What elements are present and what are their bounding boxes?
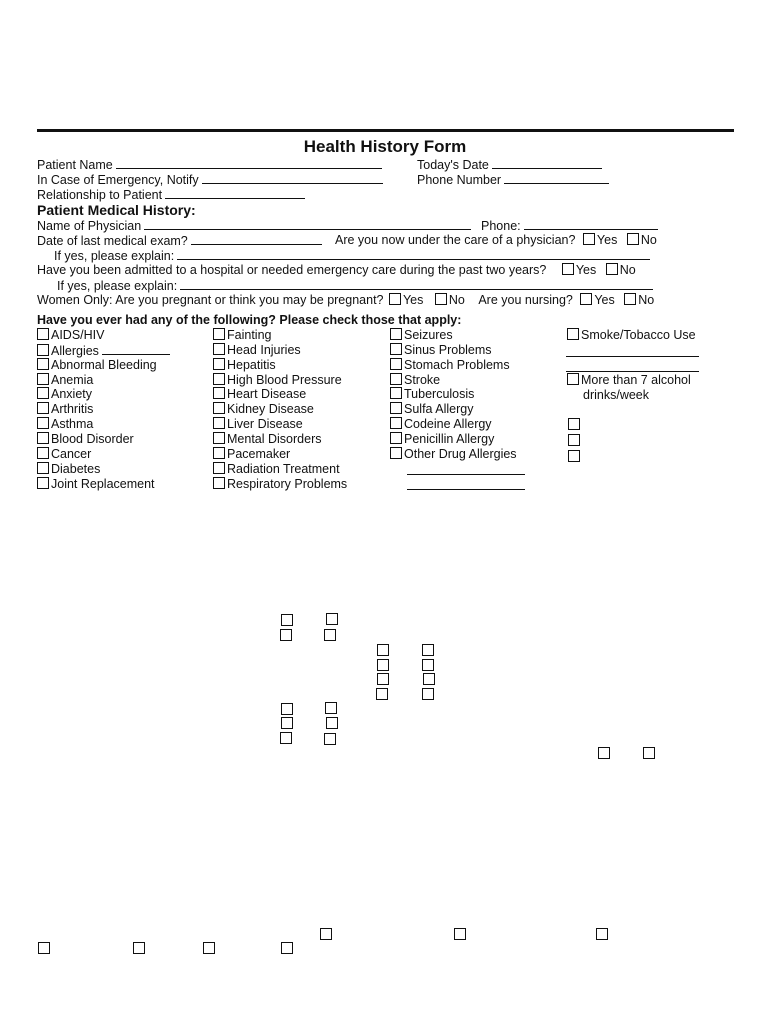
nursing-no-checkbox[interactable] <box>624 293 636 305</box>
condition-label: Pacemaker <box>227 446 291 461</box>
condition-label: Head Injuries <box>227 342 301 357</box>
admitted-yes-checkbox[interactable] <box>562 263 574 275</box>
condition-item-anxiety <box>37 387 92 402</box>
stray-checkbox[interactable] <box>596 928 608 940</box>
admitted-explain-label: If yes, please explain: <box>57 279 178 293</box>
col4-checkbox-1[interactable] <box>568 418 580 430</box>
condition-label: Penicillin Allergy <box>404 431 495 446</box>
condition-specify-field[interactable] <box>102 343 170 355</box>
stray-checkbox[interactable] <box>325 702 337 714</box>
todays-date-label: Today's Date <box>417 158 489 172</box>
stray-checkbox[interactable] <box>38 942 50 954</box>
condition-checkbox-hepatitis[interactable] <box>213 358 225 370</box>
condition-checkbox-radiation-treatment[interactable] <box>213 462 225 474</box>
stray-checkbox[interactable] <box>377 673 389 685</box>
condition-label: Radiation Treatment <box>227 461 340 476</box>
stray-checkbox[interactable] <box>133 942 145 954</box>
condition-label: Diabetes <box>51 461 101 476</box>
admitted-no-label: No <box>619 263 636 277</box>
smoke-label: Smoke/Tobacco Use <box>581 328 696 342</box>
condition-label: Liver Disease <box>227 417 303 432</box>
physician-row <box>37 218 471 234</box>
condition-checkbox-blood-disorder[interactable] <box>37 432 49 444</box>
under-care-no-label: No <box>640 233 657 247</box>
under-care-yes-label: Yes <box>596 233 618 247</box>
condition-item-kidney-disease <box>213 402 314 417</box>
stray-checkbox[interactable] <box>281 717 293 729</box>
condition-item-allergies <box>37 343 170 359</box>
pregnant-yes-label: Yes <box>402 293 424 307</box>
medical-history-heading: Patient Medical History: <box>37 202 196 218</box>
condition-checkbox-cancer[interactable] <box>37 447 49 459</box>
condition-item-head-injuries <box>213 343 301 358</box>
under-care-row <box>335 233 657 248</box>
admitted-row <box>37 263 636 278</box>
emergency-row <box>37 172 383 188</box>
last-exam-field[interactable] <box>191 233 322 245</box>
patient-name-field[interactable] <box>116 157 382 169</box>
care-explain-row <box>54 248 650 264</box>
condition-item-abnormal-bleeding <box>37 358 157 373</box>
condition-label: Allergies <box>51 343 99 358</box>
under-care-yes-checkbox[interactable] <box>583 233 595 245</box>
relationship-label: Relationship to Patient <box>37 188 163 202</box>
condition-item-tuberculosis <box>390 387 474 402</box>
condition-label: Blood Disorder <box>51 431 134 446</box>
condition-checkbox-fainting[interactable] <box>213 328 225 340</box>
last-exam-row <box>37 233 322 249</box>
condition-label: Heart Disease <box>227 387 307 402</box>
stray-checkbox[interactable] <box>423 673 435 685</box>
condition-item-codeine-allergy <box>390 417 492 432</box>
stray-checkbox[interactable] <box>598 747 610 759</box>
condition-item-arthritis <box>37 402 93 417</box>
condition-label: Other Drug Allergies <box>404 446 517 461</box>
alcohol-label-line2: drinks/week <box>583 388 649 402</box>
physician-phone-label: Phone: <box>481 219 521 233</box>
stray-checkbox[interactable] <box>320 928 332 940</box>
todays-date-row <box>417 157 602 173</box>
condition-label: Stomach Problems <box>404 357 510 372</box>
condition-checkbox-arthritis[interactable] <box>37 402 49 414</box>
pregnant-no-checkbox[interactable] <box>435 293 447 305</box>
condition-checkbox-penicillin-allergy[interactable] <box>390 432 402 444</box>
condition-item-other-drug-allergies <box>390 447 517 462</box>
stray-checkbox[interactable] <box>377 659 389 671</box>
condition-item-blood-disorder <box>37 432 134 447</box>
pregnant-no-label: No <box>448 293 465 307</box>
col4-checkbox-3[interactable] <box>568 450 580 462</box>
condition-label: High Blood Pressure <box>227 372 342 387</box>
condition-label: Kidney Disease <box>227 402 314 417</box>
condition-item-anemia <box>37 373 93 388</box>
stray-checkbox[interactable] <box>324 629 336 641</box>
condition-label: Tuberculosis <box>404 387 475 402</box>
stray-checkbox[interactable] <box>326 613 338 625</box>
top-rule <box>37 129 734 132</box>
nursing-no-label: No <box>638 293 655 307</box>
stray-checkbox[interactable] <box>280 629 292 641</box>
condition-item-stomach-problems <box>390 358 510 373</box>
stray-checkbox[interactable] <box>324 733 336 745</box>
admitted-explain-field[interactable] <box>180 278 653 290</box>
condition-label: Arthritis <box>51 402 94 417</box>
condition-label: Respiratory Problems <box>227 476 348 491</box>
condition-item-fainting <box>213 328 271 343</box>
condition-label: Asthma <box>51 417 94 432</box>
condition-label: Anemia <box>51 372 94 387</box>
condition-checkbox-stomach-problems[interactable] <box>390 358 402 370</box>
condition-item-pacemaker <box>213 447 290 462</box>
condition-item-cancer <box>37 447 91 462</box>
condition-checkbox-mental-disorders[interactable] <box>213 432 225 444</box>
admitted-label: Have you been admitted to a hospital or needed emergency care during the past two years? <box>37 263 547 277</box>
condition-label: Joint Replacement <box>51 476 155 491</box>
condition-item-high-blood-pressure <box>213 373 342 388</box>
condition-checkbox-sinus-problems[interactable] <box>390 343 402 355</box>
condition-checkbox-kidney-disease[interactable] <box>213 402 225 414</box>
phone-number-row <box>417 172 609 188</box>
pregnant-yes-checkbox[interactable] <box>389 293 401 305</box>
stray-checkbox[interactable] <box>422 688 434 700</box>
stray-checkbox[interactable] <box>281 703 293 715</box>
condition-item-sulfa-allergy <box>390 402 473 417</box>
pregnant-label: Women Only: Are you pregnant or think you may be pregnant? <box>37 293 384 307</box>
nursing-yes-label: Yes <box>594 293 615 307</box>
condition-item-heart-disease <box>213 387 306 402</box>
condition-checkbox-diabetes[interactable] <box>37 462 49 474</box>
stray-checkbox[interactable] <box>326 717 338 729</box>
condition-label: Codeine Allergy <box>404 417 492 432</box>
condition-item-respiratory-problems <box>213 477 347 492</box>
emergency-field[interactable] <box>202 172 383 184</box>
women-only-row <box>37 293 654 308</box>
admitted-explain-row <box>57 278 653 294</box>
condition-item-radiation-treatment <box>213 462 340 477</box>
condition-checkbox-stroke[interactable] <box>390 373 402 385</box>
condition-item-seizures <box>390 328 453 343</box>
condition-label: AIDS/HIV <box>51 328 105 342</box>
condition-label: Seizures <box>404 328 453 342</box>
condition-checkbox-head-injuries[interactable] <box>213 343 225 355</box>
condition-item-stroke <box>390 373 440 388</box>
condition-checkbox-aids-hiv[interactable] <box>37 328 49 340</box>
condition-label: Abnormal Bleeding <box>51 357 157 372</box>
condition-checkbox-allergies[interactable] <box>37 344 49 356</box>
condition-checkbox-asthma[interactable] <box>37 417 49 429</box>
stray-checkbox[interactable] <box>203 942 215 954</box>
smoke-item <box>567 328 696 343</box>
emergency-label: In Case of Emergency, Notify <box>37 173 199 187</box>
condition-label: Hepatitis <box>227 357 276 372</box>
physician-phone-field[interactable] <box>524 218 658 230</box>
stray-checkbox[interactable] <box>422 659 434 671</box>
condition-checkbox-seizures[interactable] <box>390 328 402 340</box>
condition-checkbox-anxiety[interactable] <box>37 387 49 399</box>
conditions-prompt: Have you ever had any of the following? Please check those that apply: <box>37 313 462 327</box>
condition-label: Cancer <box>51 446 92 461</box>
condition-checkbox-liver-disease[interactable] <box>213 417 225 429</box>
nursing-label: Are you nursing? <box>478 293 573 307</box>
condition-item-asthma <box>37 417 93 432</box>
condition-item-penicillin-allergy <box>390 432 494 447</box>
condition-checkbox-respiratory-problems[interactable] <box>213 477 225 489</box>
admitted-yes-label: Yes <box>575 263 597 277</box>
condition-label: Mental Disorders <box>227 431 322 446</box>
relationship-field[interactable] <box>165 187 305 199</box>
condition-checkbox-heart-disease[interactable] <box>213 387 225 399</box>
condition-label: Sulfa Allergy <box>404 402 474 417</box>
condition-checkbox-other-drug-allergies[interactable] <box>390 447 402 459</box>
todays-date-field[interactable] <box>492 157 602 169</box>
stray-checkbox[interactable] <box>280 732 292 744</box>
stray-checkbox[interactable] <box>281 614 293 626</box>
care-explain-field[interactable] <box>177 248 650 260</box>
physician-phone-row <box>481 218 658 234</box>
under-care-label: Are you now under the care of a physician? <box>335 233 576 247</box>
other-drug-allergies-line-1[interactable] <box>407 474 525 475</box>
condition-checkbox-pacemaker[interactable] <box>213 447 225 459</box>
alcohol-checkbox[interactable] <box>567 373 579 385</box>
condition-label: Stroke <box>404 372 441 387</box>
phone-number-label: Phone Number <box>417 173 502 187</box>
condition-checkbox-anemia[interactable] <box>37 373 49 385</box>
stray-checkbox[interactable] <box>454 928 466 940</box>
care-explain-label: If yes, please explain: <box>54 249 175 263</box>
col4-blank-line-2[interactable] <box>566 371 699 372</box>
condition-label: Sinus Problems <box>404 342 492 357</box>
col4-checkbox-2[interactable] <box>568 434 580 446</box>
condition-item-joint-replacement <box>37 477 155 492</box>
patient-name-row <box>37 157 382 173</box>
alcohol-label-line1: More than 7 alcohol <box>581 373 691 387</box>
relationship-row <box>37 187 305 203</box>
condition-checkbox-sulfa-allergy[interactable] <box>390 402 402 414</box>
other-drug-allergies-line-2[interactable] <box>407 489 525 490</box>
patient-name-label: Patient Name <box>37 158 113 172</box>
condition-label: Fainting <box>227 328 272 342</box>
condition-item-aids-hiv <box>37 328 105 343</box>
condition-item-liver-disease <box>213 417 303 432</box>
under-care-no-checkbox[interactable] <box>627 233 639 245</box>
col4-blank-line-1[interactable] <box>566 356 699 357</box>
condition-checkbox-joint-replacement[interactable] <box>37 477 49 489</box>
physician-field[interactable] <box>144 218 471 230</box>
condition-item-mental-disorders <box>213 432 321 447</box>
condition-checkbox-high-blood-pressure[interactable] <box>213 373 225 385</box>
stray-checkbox[interactable] <box>422 644 434 656</box>
stray-checkbox[interactable] <box>643 747 655 759</box>
condition-checkbox-abnormal-bleeding[interactable] <box>37 358 49 370</box>
form-title: Health History Form <box>303 137 467 156</box>
last-exam-label: Date of last medical exam? <box>37 234 188 248</box>
phone-number-field[interactable] <box>504 172 609 184</box>
condition-item-hepatitis <box>213 358 276 373</box>
stray-checkbox[interactable] <box>376 688 388 700</box>
alcohol-item <box>567 373 691 388</box>
physician-label: Name of Physician <box>37 219 142 233</box>
stray-checkbox[interactable] <box>377 644 389 656</box>
condition-label: Anxiety <box>51 387 92 402</box>
admitted-no-checkbox[interactable] <box>606 263 618 275</box>
condition-checkbox-tuberculosis[interactable] <box>390 387 402 399</box>
stray-checkbox[interactable] <box>281 942 293 954</box>
condition-item-sinus-problems <box>390 343 492 358</box>
condition-checkbox-codeine-allergy[interactable] <box>390 417 402 429</box>
smoke-checkbox[interactable] <box>567 328 579 340</box>
condition-item-diabetes <box>37 462 100 477</box>
nursing-yes-checkbox[interactable] <box>580 293 592 305</box>
